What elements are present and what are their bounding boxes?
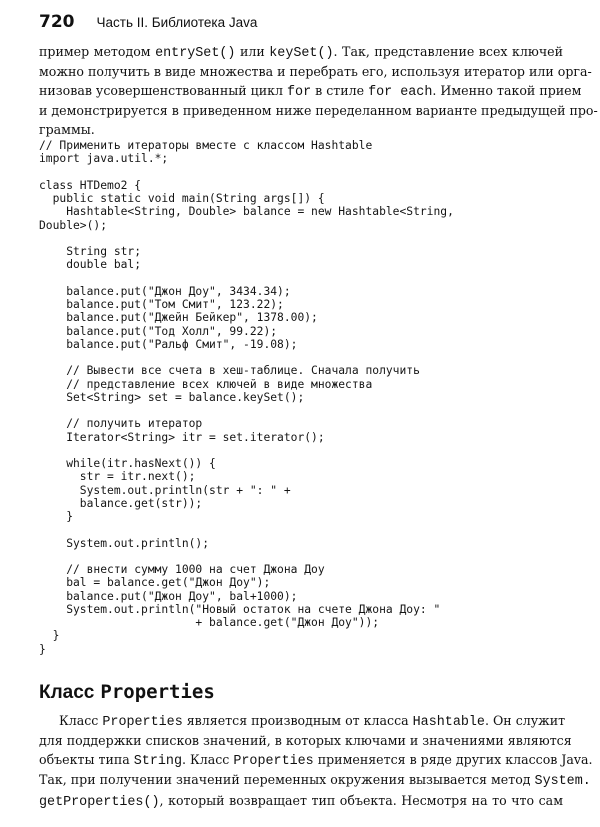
text-fragment: Класс [59,713,103,728]
code-line: while(itr.hasNext()) { [39,457,216,470]
section-heading [39,680,215,705]
code-line: balance.get(str)); [39,496,203,510]
text-fragment: . Так, представление всех ключей [333,44,564,59]
code-line [39,523,454,536]
code-line [39,550,454,563]
code-line [39,166,454,179]
text-line: и демонстрируется в приведенном ниже переделанном варианте предыдущей про- [39,103,598,119]
text-line [39,82,582,102]
code-line [39,272,454,285]
text-fragment: . Именно такой прием [432,82,582,98]
code-line: public static void main(String args[]) { [39,192,325,205]
text-line [39,43,563,63]
code-line: class HTDemo2 { [39,178,142,192]
inline-code: System. [534,774,591,790]
text-line: для поддержки списков значений, в которых ключами и значениями являются [39,733,572,749]
inline-code: String [133,753,182,769]
code-line: balance.put("Джон Доу", bal+1000); [39,589,298,603]
inline-code: entrySet() [155,46,236,61]
text-fragment: применяется в ряде других классов Java. [313,751,593,767]
code-line: String str; [39,245,142,258]
code-line: Set<String> set = balance.keySet(); [39,390,305,404]
code-line: } [39,510,74,523]
code-line: } [39,629,60,643]
running-head: Часть II. Библиотека Java [96,15,258,30]
text-line: можно получить в виде множества и перебрать его, используя итератор или орга- [39,64,592,80]
text-fragment: является производным от класса [182,713,413,728]
code-line: bal = balance.get("Джон Доу"); [39,576,271,590]
text-line [39,792,563,812]
code-line [39,232,454,245]
code-line: balance.put("Том Смит", 123.22); [39,298,284,311]
inline-code: for each [368,84,433,100]
inline-code: for [287,84,312,100]
inline-code: Properties [233,753,314,769]
code-line: import java.util.*; [39,152,169,166]
text-fragment: . Он служит [484,713,566,728]
text-line [39,771,591,791]
code-line: Double>(); [39,218,108,232]
text-fragment: . Класс [181,751,234,767]
intro-paragraph [39,43,598,139]
code-line: System.out.println("Новый остаток на счете Джона Доу: " [39,602,441,616]
code-line: str = itr.next(); [39,470,196,484]
code-line: Hashtable<String, Double> balance = new Hashtable<String, [39,205,454,219]
text-line [39,751,593,771]
inline-code: Hashtable [412,715,485,730]
code-line: balance.put("Джон Доу", 3434.34); [39,284,291,298]
inline-code: getProperties() [39,794,160,810]
text-line [39,712,566,732]
text-fragment: в стиле [311,82,369,98]
code-line: System.out.println(); [39,536,210,550]
code-line: balance.put("Ральф Смит", -19.08); [39,337,298,351]
code-line: // Применить итераторы вместе с классом Hashtable [39,139,373,152]
section-heading-code: Properties [100,681,215,703]
text-fragment: пример методом [39,44,156,59]
code-line: System.out.println(str + ": " + [39,483,291,497]
code-line: + balance.get("Джон Доу")); [39,616,380,629]
code-line: } [39,642,46,656]
inline-code: keySet() [269,46,334,61]
code-line: balance.put("Джейн Бейкер", 1378.00); [39,311,318,325]
page-header [39,12,257,32]
text-fragment: низовав усовершенствованный цикл [39,82,288,98]
text-line: граммы. [39,121,95,137]
text-fragment: Так, при получении значений переменных окружения вызывается метод [39,772,535,788]
code-line: double bal; [39,258,142,272]
code-line [39,444,454,457]
code-listing [39,139,454,656]
text-fragment: или [235,44,270,59]
code-line: // Вывести все счета в хеш-таблице. Сначала получить [39,364,420,378]
code-line: balance.put("Тод Холл", 99.22); [39,324,278,338]
text-fragment: , который возвращает тип объекта. Несмотря на то что сам [159,792,563,808]
code-line: // внести сумму 1000 на счет Джона Доу [39,563,325,576]
code-line [39,404,454,417]
code-line: // получить итератор [39,417,203,431]
page-number: 720 [39,12,75,32]
properties-paragraph [39,712,593,812]
code-line: // представление всех ключей в виде множества [39,377,373,391]
section-heading-word: Класс [39,682,95,703]
code-line [39,351,454,364]
text-fragment: объекты типа [39,751,134,767]
code-line: Iterator<String> itr = set.iterator(); [39,430,325,444]
inline-code: Properties [102,715,183,730]
